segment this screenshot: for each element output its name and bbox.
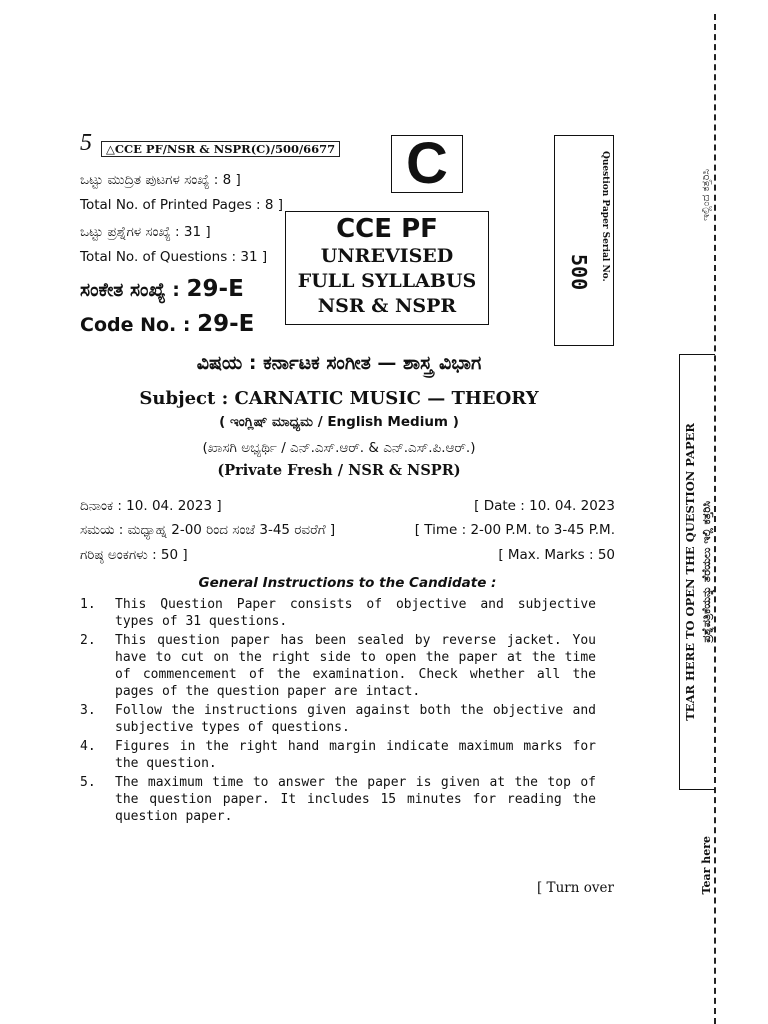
date-english: [ Date : 10. 04. 2023 — [474, 498, 615, 514]
instruction-text: This question paper has been sealed by reverse jacket. You have to cut on the right side to open the paper at the time of commencement of the examination. Check whether all the pages of the question paper are intact. — [115, 633, 596, 699]
tear-instruction-kannada — [698, 355, 714, 789]
instruction-text: Figures in the right hand margin indicate maximum marks for the question. — [115, 739, 596, 771]
paper-code: △CCE PF/NSR & NSPR(C)/500/6677 — [101, 141, 340, 157]
date-kannada: ದಿನಾಂಕ : 10. 04. 2023 ] — [80, 498, 222, 514]
exam-syllabus: FULL SYLLABUS — [297, 270, 477, 292]
code-value-kannada: 29-E — [186, 276, 244, 302]
tear-instruction-english — [682, 355, 698, 789]
exam-box — [285, 211, 489, 325]
exam-category: NSR & NSPR — [317, 295, 457, 317]
candidate-type-english: (Private Fresh / NSR & NSPR) — [217, 462, 461, 479]
instruction-item — [80, 774, 596, 825]
printed-pages-kannada: ಒಟ್ಟು ಮುದ್ರಿತ ಪುಟಗಳ ಸಂಖ್ಯೆ : 8 ] — [80, 172, 241, 188]
instruction-text: This Question Paper consists of objective and subjective types of 31 questions. — [115, 597, 596, 629]
code-number-english — [80, 311, 254, 337]
tear-instruction-english-text: TEAR HERE TO OPEN THE QUESTION PAPER — [683, 423, 697, 721]
marks-kannada: ಗರಿಷ್ಠ ಅಂಕಗಳು : 50 ] — [80, 547, 188, 563]
page-number: 5 — [80, 130, 92, 156]
marks-english: [ Max. Marks : 50 — [498, 547, 615, 563]
instruction-number: 5. — [80, 775, 96, 790]
tear-box — [679, 354, 715, 790]
printed-pages-english: Total No. of Printed Pages : 8 ] — [80, 197, 284, 213]
time-english: [ Time : 2-00 P.M. to 3-45 P.M. — [414, 522, 615, 538]
cut-here-kannada — [698, 155, 714, 235]
serial-label: Question Paper Serial No. — [600, 151, 610, 282]
tear-here-text: Tear here — [699, 835, 713, 895]
code-label-english: Code No. : — [80, 314, 191, 336]
cut-here-kannada-text: ಇಲ್ಲಿಂದ ಕತ್ತರಿಸಿ — [700, 169, 712, 221]
turn-over: [ Turn over — [537, 880, 614, 896]
date-row — [80, 498, 615, 514]
total-questions-kannada: ಒಟ್ಟು ಪ್ರಶ್ನೆಗಳ ಸಂಖ್ಯೆ : 31 ] — [80, 224, 211, 240]
instruction-item — [80, 702, 596, 736]
code-value-english: 29-E — [197, 311, 255, 337]
subject-kannada: ವಿಷಯ : ಕರ್ನಾಟಕ ಸಂಗೀತ — ಶಾಸ್ತ್ರ ವಿಭಾಗ — [196, 352, 482, 374]
exam-title: CCE PF — [336, 214, 438, 244]
medium: ( ಇಂಗ್ಲಿಷ್ ಮಾಧ್ಯಮ / English Medium ) — [219, 414, 459, 430]
instruction-number: 1. — [80, 597, 96, 612]
instruction-item — [80, 632, 596, 700]
code-number-kannada — [80, 276, 244, 302]
instruction-number: 3. — [80, 703, 96, 718]
tear-here-label — [698, 830, 714, 900]
serial-box — [554, 135, 614, 346]
time-kannada: ಸಮಯ : ಮಧ್ಯಾಹ್ನ 2-00 ರಿಂದ ಸಂಜೆ 3-45 ರವರೆಗೆ ] — [80, 522, 336, 538]
instruction-item — [80, 596, 596, 630]
instruction-text: The maximum time to answer the paper is given at the top of the question paper. It includes 15 minutes for reading the question paper. — [115, 775, 596, 824]
instruction-text: Follow the instructions given against both the objective and subjective types of questions. — [115, 703, 596, 735]
instructions-list — [80, 596, 596, 827]
exam-unrevised: UNREVISED — [320, 245, 454, 267]
tear-instruction-kannada-text: ಪ್ರಶ್ನೆಪತ್ರಿಕೆಯನ್ನು ತೆರೆಯಲು ಇಲ್ಲಿ ಕತ್ತರಿಸಿ — [699, 501, 713, 643]
time-row — [80, 522, 615, 538]
serial-number: 500 — [567, 254, 591, 291]
instruction-item — [80, 738, 596, 772]
marks-row — [80, 547, 615, 563]
version-box — [391, 131, 463, 196]
subject-english: Subject : CARNATIC MUSIC — THEORY — [139, 388, 539, 409]
version-letter: C — [406, 131, 448, 196]
total-questions-english: Total No. of Questions : 31 ] — [80, 249, 268, 265]
candidate-type-kannada: (ಖಾಸಗಿ ಅಭ್ಯರ್ಥಿ / ಎನ್.ಎಸ್.ಆರ್. & ಎನ್.ಎಸ್.ಪಿ.ಆರ್.) — [202, 440, 476, 456]
instruction-number: 2. — [80, 633, 96, 648]
instruction-number: 4. — [80, 739, 96, 754]
instructions-title: General Instructions to the Candidate : — [198, 575, 497, 591]
code-label-kannada: ಸಂಕೇತ ಸಂಖ್ಯೆ : — [80, 279, 180, 301]
